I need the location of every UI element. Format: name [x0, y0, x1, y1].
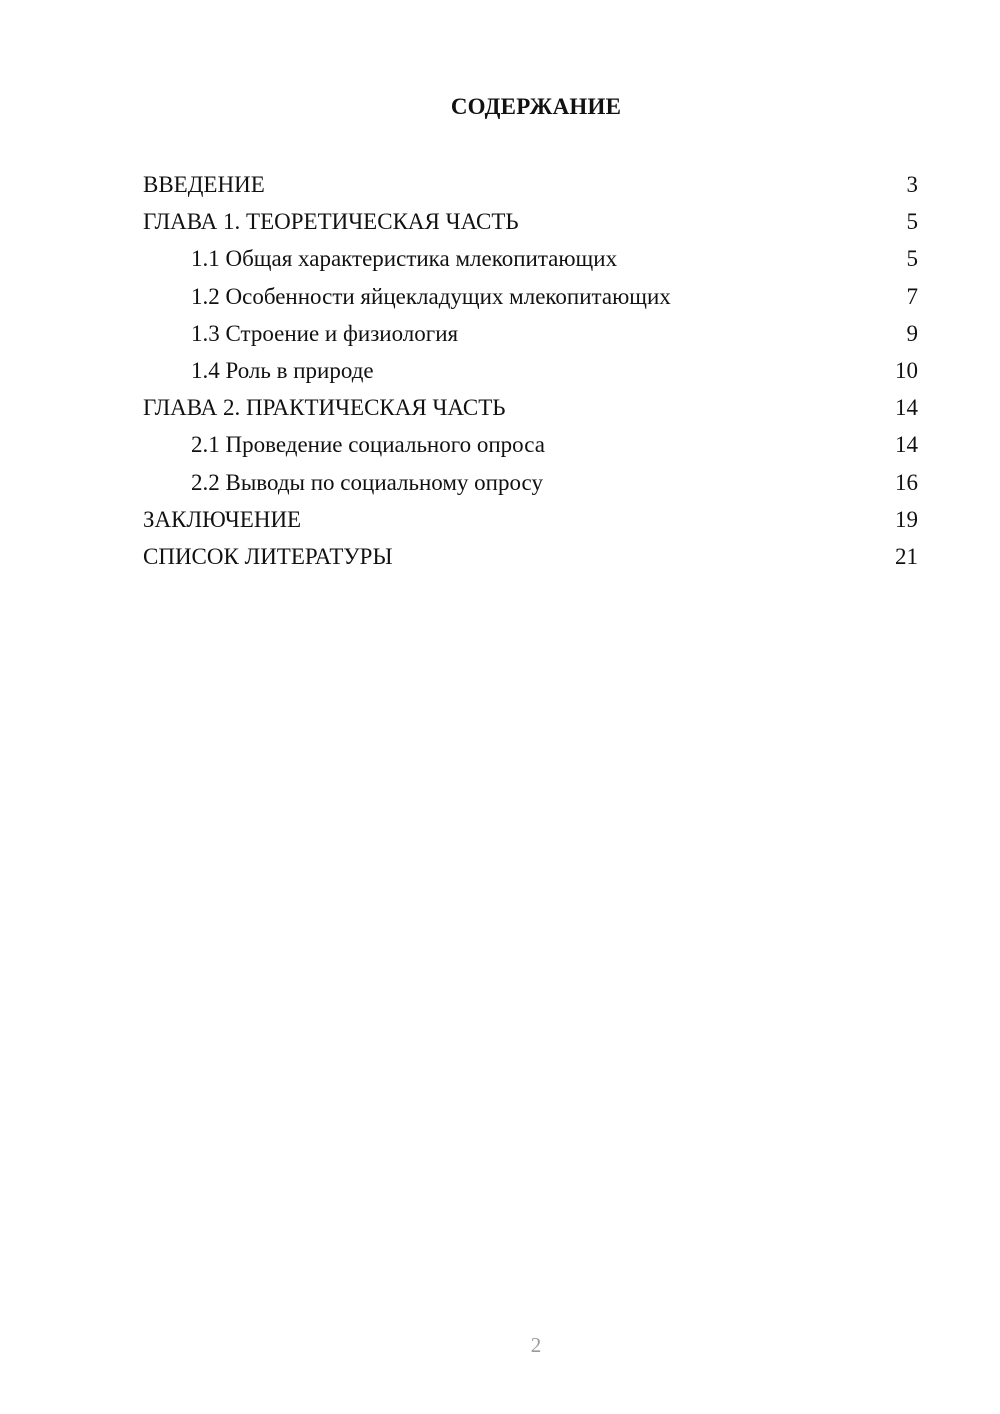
toc-item-page: 21	[895, 543, 918, 569]
toc-item-chapter-2[interactable]	[143, 389, 918, 426]
toc-item-label: ЗАКЛЮЧЕНИЕ	[143, 506, 302, 532]
page-number: 2	[530, 1333, 542, 1357]
toc-item-section-1-3[interactable]	[143, 315, 918, 352]
toc-item-page: 9	[906, 320, 918, 346]
toc-item-page: 5	[906, 246, 918, 272]
toc-item-section-1-2[interactable]	[143, 278, 918, 315]
toc-item-chapter-1[interactable]	[143, 203, 918, 240]
toc-item-page: 14	[895, 432, 918, 458]
toc-item-page: 3	[906, 172, 918, 197]
toc-item-label: 2.1 Проведение социального опроса	[191, 432, 545, 458]
toc-item-page: 16	[895, 469, 918, 495]
toc-item-label: 1.3 Строение и физиология	[191, 320, 459, 346]
toc-item-section-1-1[interactable]	[143, 240, 918, 277]
toc-item-label: 1.4 Роль в природе	[191, 357, 374, 383]
toc-item-label: ГЛАВА 2. ПРАКТИЧЕСКАЯ ЧАСТЬ	[143, 395, 506, 421]
toc-item-page: 14	[895, 395, 918, 421]
toc-item-introduction[interactable]	[143, 166, 918, 203]
page-title: СОДЕРЖАНИЕ	[450, 94, 622, 119]
toc-item-label: 1.1 Общая характеристика млекопитающих	[191, 246, 618, 272]
toc-item-label: ВВЕДЕНИЕ	[143, 172, 265, 197]
toc-item-label: 2.2 Выводы по социальному опросу	[191, 469, 543, 495]
toc-item-page: 19	[895, 506, 918, 532]
table-of-contents	[143, 166, 918, 575]
toc-item-section-2-2[interactable]	[143, 464, 918, 501]
toc-item-label: 1.2 Особенности яйцекладущих млекопитающих	[191, 283, 671, 309]
toc-item-page: 5	[906, 209, 918, 235]
toc-item-page: 7	[906, 283, 918, 309]
toc-item-conclusion[interactable]	[143, 501, 918, 538]
toc-item-section-1-4[interactable]	[143, 352, 918, 389]
toc-item-section-2-1[interactable]	[143, 426, 918, 463]
toc-item-references[interactable]	[143, 538, 918, 575]
toc-item-label: ГЛАВА 1. ТЕОРЕТИЧЕСКАЯ ЧАСТЬ	[143, 209, 519, 235]
toc-item-label: СПИСОК ЛИТЕРАТУРЫ	[143, 543, 393, 569]
toc-item-page: 10	[895, 357, 918, 383]
